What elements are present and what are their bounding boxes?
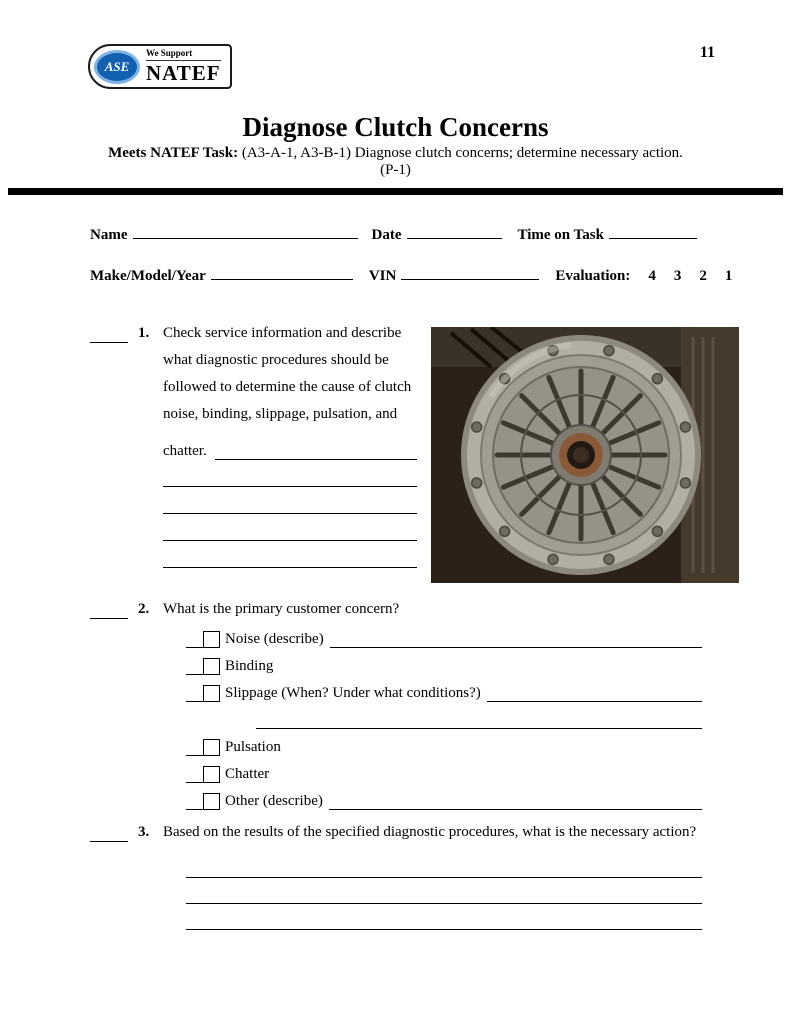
- option-label: Chatter: [225, 766, 270, 782]
- question-2-number: 2.: [138, 601, 150, 617]
- clutch-pressure-plate-photo: [431, 327, 739, 583]
- option-lead-blank: [186, 675, 203, 702]
- page-number: 11: [699, 44, 715, 61]
- time-on-task-blank[interactable]: [609, 223, 697, 239]
- we-support-text: We Support: [146, 49, 221, 61]
- question-1-number: 1.: [138, 325, 150, 341]
- evaluation-4[interactable]: 4: [648, 268, 656, 284]
- option-label: Binding: [225, 658, 274, 674]
- answer-blank[interactable]: [215, 433, 417, 460]
- option-other: [186, 783, 702, 810]
- pulsation-checkbox[interactable]: [203, 739, 220, 756]
- evaluation-3[interactable]: 3: [673, 268, 682, 284]
- vehicle-line: [90, 264, 791, 285]
- vin-label: VIN: [368, 268, 397, 284]
- question-1-line: what diagnostic procedures should be: [163, 352, 389, 368]
- question-2-options: [186, 621, 702, 810]
- question-3-head: [0, 824, 791, 842]
- option-slippage: [186, 675, 702, 702]
- natef-text: NATEF: [146, 61, 221, 85]
- natef-task-line: [0, 145, 791, 162]
- vin-blank[interactable]: [401, 264, 539, 280]
- question-2: [0, 601, 791, 810]
- answer-blank[interactable]: [163, 460, 417, 487]
- page-title: Diagnose Clutch Concerns: [242, 112, 549, 142]
- time-on-task-label: Time on Task: [517, 227, 604, 243]
- natef-task-text: (A3-A-1, A3-B-1) Diagnose clutch concerns; determine necessary action.: [241, 145, 683, 161]
- binding-checkbox[interactable]: [203, 658, 220, 675]
- question-2-score-blank[interactable]: [90, 601, 128, 619]
- answer-blank[interactable]: [163, 487, 417, 514]
- natef-logo: [88, 44, 232, 89]
- answer-blank[interactable]: [186, 904, 702, 930]
- option-binding: [186, 648, 702, 675]
- question-3-text: Based on the results of the specified diagnostic procedures, what is the necessary action?: [163, 824, 697, 840]
- date-label: Date: [371, 227, 402, 243]
- name-date-line: [90, 223, 791, 244]
- option-pulsation: [186, 729, 702, 756]
- evaluation-2[interactable]: 2: [699, 268, 707, 284]
- make-model-year-blank[interactable]: [211, 264, 353, 280]
- name-blank[interactable]: [133, 223, 358, 239]
- option-lead-blank: [186, 729, 203, 756]
- option-lead-blank: [186, 756, 203, 783]
- answer-blank[interactable]: [163, 514, 417, 541]
- question-2-text: What is the primary customer concern?: [163, 601, 400, 617]
- evaluation-label: Evaluation:: [555, 268, 631, 284]
- answer-blank[interactable]: [487, 675, 702, 702]
- option-noise: [186, 621, 702, 648]
- priority-rating: (P-1): [380, 162, 411, 178]
- option-lead-blank: [186, 648, 203, 675]
- question-1-line-text: chatter.: [163, 443, 207, 459]
- question-3-number: 3.: [138, 824, 150, 840]
- question-1-text: [163, 325, 417, 568]
- answer-blank[interactable]: [163, 541, 417, 568]
- divider-rule: [8, 188, 783, 195]
- option-lead-blank: [186, 621, 203, 648]
- option-label: Noise (describe): [225, 631, 324, 647]
- option-lead-blank: [186, 783, 203, 810]
- question-1-line: followed to determine the cause of clutch: [163, 379, 412, 395]
- option-chatter: [186, 756, 702, 783]
- answer-blank[interactable]: [330, 621, 702, 648]
- ase-logo: [94, 50, 140, 84]
- name-label: Name: [90, 227, 128, 243]
- evaluation-1[interactable]: 1: [724, 268, 733, 284]
- question-1: [0, 325, 791, 583]
- ase-logo-text: ASE: [104, 58, 130, 74]
- noise-checkbox[interactable]: [203, 631, 220, 648]
- slippage-checkbox[interactable]: [203, 685, 220, 702]
- question-1-score-blank[interactable]: [90, 325, 128, 343]
- question-1-line: Check service information and describe: [163, 325, 402, 341]
- chatter-checkbox[interactable]: [203, 766, 220, 783]
- question-3-answer-lines: [186, 852, 702, 930]
- option-label: Pulsation: [225, 739, 281, 755]
- natef-logo-text-block: [146, 49, 221, 84]
- option-label: Slippage (When? Under what conditions?): [225, 685, 481, 701]
- make-model-year-label: Make/Model/Year: [90, 268, 206, 284]
- option-label: Other (describe): [225, 793, 323, 809]
- other-checkbox[interactable]: [203, 793, 220, 810]
- answer-blank[interactable]: [186, 878, 702, 904]
- answer-blank[interactable]: [186, 852, 702, 878]
- question-1-line: [163, 433, 417, 460]
- question-1-line: noise, binding, slippage, pulsation, and: [163, 406, 398, 422]
- question-3: [0, 824, 791, 930]
- meets-natef-task-label: Meets NATEF Task:: [108, 145, 239, 161]
- answer-blank[interactable]: [256, 702, 702, 729]
- question-3-score-blank[interactable]: [90, 824, 128, 842]
- answer-blank[interactable]: [329, 783, 702, 810]
- date-blank[interactable]: [407, 223, 502, 239]
- question-2-head: [0, 601, 791, 619]
